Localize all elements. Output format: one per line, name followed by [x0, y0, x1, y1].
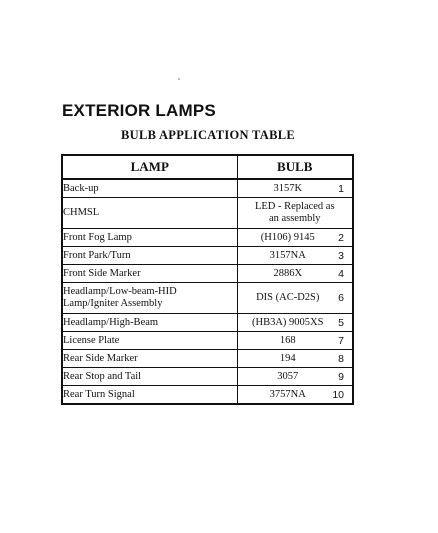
- header-lamp: LAMP: [62, 155, 237, 179]
- callout-number: 3: [338, 249, 344, 262]
- table-row: [62, 179, 353, 198]
- bulb-value: 194: [279, 352, 296, 364]
- bulb-value: 168: [279, 334, 296, 346]
- bulb-cell: [237, 198, 353, 229]
- lamp-cell: License Plate: [62, 332, 237, 350]
- bulb-cell: [237, 314, 353, 332]
- callout-number: 1: [338, 182, 344, 195]
- table-row: [62, 265, 353, 283]
- bulb-cell: [237, 265, 353, 283]
- bulb-cell: [237, 283, 353, 314]
- callout-number: 7: [338, 334, 344, 347]
- bulb-value: 2886X: [273, 267, 303, 279]
- lamp-cell: Rear Stop and Tail: [62, 368, 237, 386]
- table-row: [62, 350, 353, 368]
- header-bulb: BULB: [237, 155, 353, 179]
- bulb-cell: [237, 350, 353, 368]
- table-row: [62, 283, 353, 314]
- callout-number: 10: [332, 388, 344, 401]
- bulb-value: (HB3A) 9005XS: [252, 316, 324, 328]
- table-row: [62, 229, 353, 247]
- table-header-row: [62, 155, 353, 179]
- callout-number: 2: [338, 231, 344, 244]
- bulb-value-line-2: an assembly: [268, 213, 321, 224]
- table-row: [62, 198, 353, 229]
- lamp-name-line-2: Lamp/Igniter Assembly: [63, 298, 163, 309]
- table-row: [62, 332, 353, 350]
- bulb-cell: [237, 368, 353, 386]
- scan-speck: [178, 78, 180, 80]
- bulb-value: 3057: [277, 370, 299, 382]
- bulb-value: 3157K: [273, 182, 303, 194]
- section-title: EXTERIOR LAMPS: [62, 101, 216, 120]
- bulb-value: DIS (AC-D2S): [256, 292, 320, 303]
- bulb-cell: [237, 386, 353, 405]
- bulb-cell: [237, 247, 353, 265]
- lamp-cell: Back-up: [62, 179, 237, 198]
- lamp-cell: [62, 283, 237, 314]
- bulb-cell: [237, 179, 353, 198]
- bulb-value: 3757NA: [269, 388, 306, 400]
- bulb-value: [255, 201, 335, 225]
- bulb-value-line-1: LED - Replaced as: [254, 201, 335, 212]
- lamp-cell: Headlamp/High-Beam: [62, 314, 237, 332]
- table-title: BULB APPLICATION TABLE: [121, 128, 296, 142]
- lamp-cell: Front Fog Lamp: [62, 229, 237, 247]
- lamp-cell: Rear Turn Signal: [62, 386, 237, 405]
- callout-number: 8: [338, 352, 344, 365]
- lamp-cell: Rear Side Marker: [62, 350, 237, 368]
- lamp-cell: Front Park/Turn: [62, 247, 237, 265]
- bulb-value: (H106) 9145: [260, 231, 315, 243]
- callout-number: 9: [338, 370, 344, 383]
- lamp-name-line-1: Headlamp/Low-beam-HID: [63, 286, 177, 297]
- table-row: [62, 386, 353, 405]
- bulb-value: 3157NA: [269, 249, 306, 261]
- callout-number: 4: [338, 267, 344, 280]
- table-row: [62, 247, 353, 265]
- callout-number: 6: [338, 292, 344, 304]
- bulb-cell: [237, 332, 353, 350]
- table-row: [62, 368, 353, 386]
- lamp-cell: CHMSL: [62, 198, 237, 229]
- callout-number: 5: [338, 316, 344, 329]
- bulb-cell: [237, 229, 353, 247]
- lamp-cell: Front Side Marker: [62, 265, 237, 283]
- bulb-application-table: [61, 154, 354, 405]
- table-row: [62, 314, 353, 332]
